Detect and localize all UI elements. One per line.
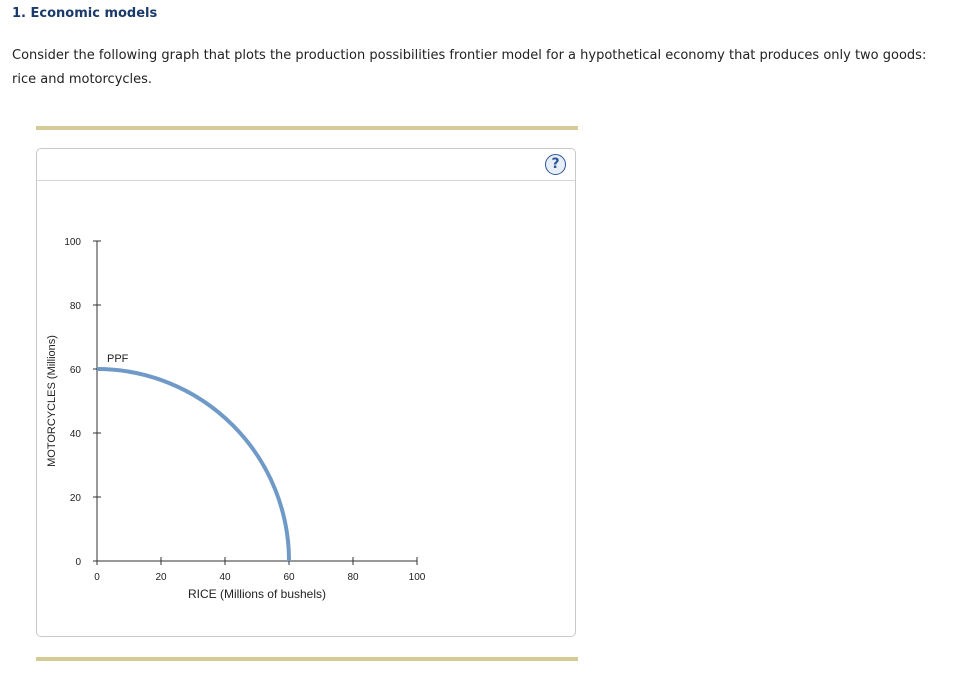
x-tick-label: 60 — [283, 572, 295, 583]
ppf-curve-label: PPF — [107, 353, 129, 365]
y-tick-label: 20 — [69, 493, 81, 504]
y-tick-label: 100 — [64, 237, 81, 248]
x-tick-label: 40 — [219, 572, 231, 583]
ppf-curve — [97, 369, 289, 561]
question-text: Consider the following graph that plots the production possibilities frontier model for a hypothetical economy that produces only two goods: rice and motorcycles. — [12, 48, 927, 87]
question-title: 1. Economic models — [12, 6, 158, 21]
y-tick-label: 40 — [69, 429, 81, 440]
y-axis-label: MOTORCYCLES (Millions) — [46, 335, 58, 467]
question-mark-icon: ? — [551, 156, 560, 172]
y-tick-label: 60 — [69, 365, 81, 376]
y-tick-label: 80 — [69, 301, 81, 312]
x-tick-label: 20 — [155, 572, 167, 583]
y-tick-label: 0 — [75, 557, 81, 568]
x-tick-label: 80 — [347, 572, 359, 583]
axis-ticks — [64, 237, 425, 583]
x-axis-label: RICE (Millions of bushels) — [187, 587, 327, 601]
x-tick-label: 0 — [94, 572, 100, 583]
series-layer — [97, 353, 289, 561]
axes — [97, 241, 417, 561]
bottom-divider — [36, 657, 578, 661]
x-tick-label: 100 — [408, 572, 426, 583]
